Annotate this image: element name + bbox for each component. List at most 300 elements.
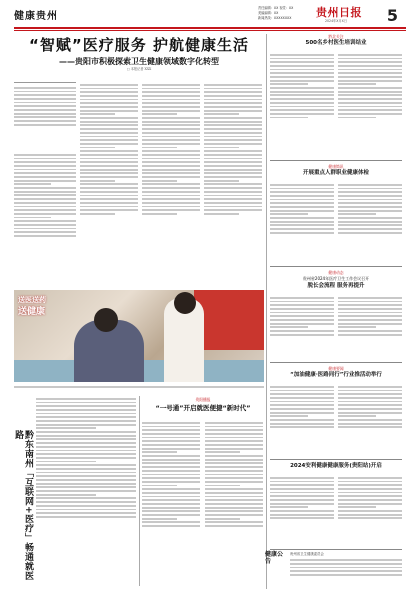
text-line xyxy=(204,172,262,174)
text-line xyxy=(80,158,138,160)
text-line xyxy=(204,195,262,197)
text-line xyxy=(204,136,262,138)
text-line xyxy=(338,481,402,483)
text-line xyxy=(338,495,402,497)
text-line xyxy=(204,183,262,185)
text-line xyxy=(205,470,263,472)
text-line xyxy=(338,415,376,417)
text-line xyxy=(142,213,177,215)
text-line xyxy=(36,479,136,481)
text-line xyxy=(338,199,402,201)
text-line xyxy=(142,451,177,453)
photo-banner xyxy=(194,290,264,350)
text-line xyxy=(142,150,200,152)
side-story-text xyxy=(36,396,136,586)
right-section-title: 脱长会流程 服务再提升 xyxy=(307,283,365,289)
text-line xyxy=(270,217,334,219)
section-divider xyxy=(270,549,402,550)
text-line xyxy=(338,315,402,317)
text-line xyxy=(36,464,136,466)
text-line xyxy=(14,91,76,93)
text-line xyxy=(338,404,402,406)
text-line xyxy=(270,304,334,306)
text-line xyxy=(205,488,263,490)
text-line xyxy=(80,169,138,171)
text-line xyxy=(338,87,402,89)
text-line xyxy=(205,422,263,424)
text-line xyxy=(270,390,334,392)
right-section-tag: 健康动态 xyxy=(328,270,344,275)
right-section-title: 开展重点人群职业健康体检 xyxy=(302,170,369,176)
text-line xyxy=(142,99,200,101)
text-line xyxy=(142,433,200,435)
lower-story-title: “一号通”开启就医便捷“新时代” xyxy=(155,404,251,412)
main-text-col-1 xyxy=(80,82,138,286)
text-line xyxy=(14,191,76,193)
text-line xyxy=(142,176,200,178)
text-line xyxy=(142,136,200,138)
text-line xyxy=(338,297,402,299)
page-number: 5 xyxy=(386,6,398,25)
text-line xyxy=(270,94,334,96)
text-line xyxy=(36,442,136,444)
text-line xyxy=(204,117,262,119)
text-line xyxy=(270,312,334,314)
text-line xyxy=(338,390,402,392)
text-line xyxy=(142,128,200,130)
text-line xyxy=(142,158,200,160)
text-line xyxy=(14,228,76,230)
text-line xyxy=(338,326,376,328)
text-line xyxy=(14,113,76,115)
right-section-text xyxy=(270,384,334,456)
text-line xyxy=(270,415,308,417)
text-line xyxy=(80,117,138,119)
text-line xyxy=(142,165,200,167)
text-line xyxy=(80,165,138,167)
text-line xyxy=(338,308,402,310)
section-divider xyxy=(270,362,402,363)
text-line xyxy=(204,209,262,211)
text-line xyxy=(205,459,263,461)
text-line xyxy=(338,217,402,219)
text-line xyxy=(142,429,200,431)
text-line xyxy=(204,213,239,215)
text-line xyxy=(142,488,200,490)
text-line xyxy=(204,206,262,208)
text-line xyxy=(338,503,402,505)
text-line xyxy=(14,202,76,204)
text-line xyxy=(270,184,334,186)
text-line xyxy=(270,232,334,234)
text-line xyxy=(36,450,136,452)
text-line xyxy=(36,494,96,496)
text-line xyxy=(204,158,262,160)
text-line xyxy=(14,176,76,178)
text-line xyxy=(142,195,200,197)
text-line xyxy=(204,132,262,134)
text-line xyxy=(142,440,200,442)
text-line xyxy=(36,461,96,463)
text-line xyxy=(270,80,334,82)
text-line xyxy=(270,408,334,410)
text-line xyxy=(338,517,402,519)
text-line xyxy=(80,202,138,204)
photo-caption-text xyxy=(14,384,264,392)
text-line xyxy=(14,206,76,208)
text-line xyxy=(36,475,136,477)
text-line xyxy=(36,409,136,411)
text-line xyxy=(80,121,138,123)
text-line xyxy=(142,507,200,509)
text-line xyxy=(270,386,334,388)
text-line xyxy=(204,121,262,123)
text-line xyxy=(338,228,402,230)
text-line xyxy=(270,98,334,100)
text-line xyxy=(270,113,334,115)
text-line xyxy=(14,154,76,156)
text-line xyxy=(270,61,334,63)
text-line xyxy=(142,124,200,126)
newspaper-logo: 贵州日报 xyxy=(316,6,362,19)
text-line xyxy=(270,492,334,494)
main-byline: □ 本报记者 XXX xyxy=(126,67,152,71)
text-line xyxy=(142,187,200,189)
text-line xyxy=(80,213,115,215)
text-line xyxy=(14,109,76,111)
text-line xyxy=(14,161,76,163)
right-section-title: “加油健康·医路同行”行业推活动举行 xyxy=(290,372,382,378)
text-line xyxy=(338,401,402,403)
text-line xyxy=(270,308,334,310)
lower-story-tag: 贵阳播报 xyxy=(195,397,211,402)
text-line xyxy=(338,102,402,104)
lower-story-col-1 xyxy=(142,420,200,586)
text-line xyxy=(36,427,96,429)
text-line xyxy=(36,446,136,448)
text-line xyxy=(204,187,262,189)
text-line xyxy=(338,323,402,325)
text-line xyxy=(142,521,200,523)
text-line xyxy=(270,477,334,479)
text-line xyxy=(14,231,76,233)
text-line xyxy=(142,132,200,134)
text-line xyxy=(14,116,76,118)
text-line xyxy=(205,521,263,523)
text-line xyxy=(290,574,402,576)
editor-info xyxy=(258,6,318,21)
text-line xyxy=(338,184,402,186)
text-line xyxy=(338,94,402,96)
text-line xyxy=(14,198,76,200)
text-line xyxy=(270,188,334,190)
text-line xyxy=(338,506,376,508)
text-line xyxy=(338,106,402,108)
photo-caption-big: 送健康 xyxy=(18,307,46,318)
photo-caption-title: 送医送药 xyxy=(18,296,46,304)
text-line xyxy=(204,102,262,104)
text-line xyxy=(338,72,402,74)
text-line xyxy=(204,124,262,126)
text-line xyxy=(80,128,138,130)
text-line xyxy=(204,110,262,112)
text-line xyxy=(270,191,334,193)
text-line xyxy=(142,477,200,479)
text-line xyxy=(205,474,263,476)
right-section-title: 2024安利健康健康服务(贵阳站)开启 xyxy=(290,463,382,469)
text-line xyxy=(270,83,308,85)
text-line xyxy=(142,139,200,141)
text-line xyxy=(14,235,76,237)
text-line xyxy=(36,505,136,507)
text-line xyxy=(204,202,262,204)
text-line xyxy=(338,69,402,71)
text-line xyxy=(142,198,200,200)
text-line xyxy=(270,319,334,321)
text-line xyxy=(142,485,177,487)
right-section-text xyxy=(338,182,402,262)
text-line xyxy=(142,518,177,520)
text-line xyxy=(205,525,263,527)
text-line xyxy=(270,510,334,512)
text-line xyxy=(36,431,136,433)
text-line xyxy=(204,113,239,115)
text-line xyxy=(14,217,51,219)
text-line xyxy=(36,468,136,470)
text-line xyxy=(270,228,334,230)
text-line xyxy=(338,397,402,399)
text-line xyxy=(14,172,76,174)
text-line xyxy=(338,319,402,321)
text-line xyxy=(205,455,263,457)
right-section-text xyxy=(270,295,334,359)
right-section-kicker: 贵州省2024年医疗卫生工作会议召开 xyxy=(302,276,370,281)
text-line xyxy=(14,194,76,196)
page-divider xyxy=(266,34,267,589)
text-line xyxy=(80,191,138,193)
text-line xyxy=(36,398,136,400)
text-line xyxy=(36,512,136,514)
text-line xyxy=(80,132,138,134)
text-line xyxy=(142,514,200,516)
text-line xyxy=(270,65,334,67)
text-line xyxy=(204,106,262,108)
text-line xyxy=(142,510,200,512)
text-line xyxy=(80,206,138,208)
text-line xyxy=(270,330,334,332)
text-line xyxy=(338,484,402,486)
text-line xyxy=(270,106,334,108)
text-line xyxy=(338,312,402,314)
text-line xyxy=(338,80,402,82)
text-line xyxy=(80,209,138,211)
text-line xyxy=(338,423,402,425)
text-line xyxy=(205,440,263,442)
text-line xyxy=(142,448,200,450)
text-line xyxy=(142,437,200,439)
text-line xyxy=(142,113,177,115)
text-line xyxy=(36,402,136,404)
section-divider xyxy=(270,266,402,267)
text-line xyxy=(270,221,334,223)
text-line xyxy=(36,501,136,503)
text-line xyxy=(14,213,76,215)
text-line xyxy=(80,147,115,149)
text-line xyxy=(270,326,308,328)
text-line xyxy=(270,514,334,516)
text-line xyxy=(205,481,263,483)
text-line xyxy=(338,419,402,421)
footer-body xyxy=(290,557,402,585)
right-section-text xyxy=(270,52,334,156)
main-headline xyxy=(14,35,264,68)
text-line xyxy=(142,202,200,204)
text-line xyxy=(338,510,402,512)
text-line xyxy=(204,150,262,152)
text-line xyxy=(338,65,402,67)
photo-patient-head xyxy=(94,308,118,332)
text-line xyxy=(270,419,334,421)
text-line xyxy=(270,506,308,508)
text-line xyxy=(14,224,76,226)
text-line xyxy=(205,514,263,516)
text-line xyxy=(270,76,334,78)
text-line xyxy=(80,180,115,182)
text-line xyxy=(204,91,262,93)
text-line xyxy=(80,106,138,108)
text-line xyxy=(270,499,334,501)
text-line xyxy=(204,169,262,171)
text-line xyxy=(270,481,334,483)
column-divider xyxy=(139,396,140,586)
text-line xyxy=(14,183,51,185)
text-line xyxy=(205,451,240,453)
right-section-tag: 健康要闻 xyxy=(328,366,344,371)
text-line xyxy=(80,84,138,86)
text-line xyxy=(204,198,262,200)
text-line xyxy=(142,191,200,193)
text-line xyxy=(204,143,262,145)
text-line xyxy=(142,143,200,145)
text-line xyxy=(204,128,262,130)
text-line xyxy=(14,180,76,182)
text-line xyxy=(14,124,76,126)
masthead-rule xyxy=(14,27,406,29)
right-section-text xyxy=(338,475,402,547)
text-line xyxy=(338,492,402,494)
text-line xyxy=(205,444,263,446)
text-line xyxy=(80,176,138,178)
text-line xyxy=(80,124,138,126)
text-line xyxy=(204,176,262,178)
text-line xyxy=(270,484,334,486)
text-line xyxy=(338,221,402,223)
text-line xyxy=(142,496,200,498)
text-line xyxy=(80,95,138,97)
text-line xyxy=(270,224,334,226)
issue-date: 2024年X月X日 xyxy=(325,19,348,23)
text-line xyxy=(142,84,200,86)
text-line xyxy=(80,139,138,141)
text-line xyxy=(338,109,402,111)
text-line xyxy=(14,105,76,107)
text-line xyxy=(270,213,308,215)
text-line xyxy=(204,95,262,97)
text-line xyxy=(36,486,136,488)
text-line xyxy=(36,416,136,418)
text-line xyxy=(142,117,200,119)
text-line xyxy=(80,172,138,174)
text-line xyxy=(270,488,334,490)
text-line xyxy=(338,210,402,212)
text-line xyxy=(14,220,76,222)
text-line xyxy=(36,483,136,485)
right-section-tag: 健康简讯 xyxy=(328,164,344,169)
text-line xyxy=(142,466,200,468)
text-line xyxy=(290,559,402,561)
text-line xyxy=(338,301,402,303)
text-line xyxy=(142,110,200,112)
text-line xyxy=(142,459,200,461)
text-line xyxy=(338,499,402,501)
text-line xyxy=(142,95,200,97)
text-line xyxy=(205,433,263,435)
text-line xyxy=(204,165,262,167)
text-line xyxy=(270,72,334,74)
text-line xyxy=(338,98,402,100)
text-line xyxy=(338,408,402,410)
text-line xyxy=(338,91,402,93)
text-line xyxy=(204,161,262,163)
section-name: 健康贵州 xyxy=(14,11,58,22)
text-line xyxy=(142,88,200,90)
text-line xyxy=(290,570,402,572)
text-line xyxy=(338,412,402,414)
text-line xyxy=(14,102,76,104)
photo-caption xyxy=(18,296,70,319)
section-divider xyxy=(270,459,402,460)
text-line xyxy=(205,503,263,505)
text-line xyxy=(270,206,334,208)
footer-text xyxy=(290,552,402,585)
main-text-col-2 xyxy=(142,82,200,286)
text-line xyxy=(270,297,334,299)
text-line xyxy=(36,509,136,511)
footer-label: 健康公告 xyxy=(265,551,284,565)
text-line xyxy=(338,232,402,234)
text-line xyxy=(142,206,200,208)
text-line xyxy=(142,106,200,108)
text-line xyxy=(338,188,402,190)
text-line xyxy=(205,448,263,450)
text-line xyxy=(205,510,263,512)
right-section-text xyxy=(270,475,334,547)
lower-story-col-2 xyxy=(205,420,263,586)
text-line xyxy=(270,412,334,414)
text-line xyxy=(205,429,263,431)
text-line xyxy=(338,76,402,78)
text-line xyxy=(290,567,402,569)
text-line xyxy=(338,386,402,388)
text-line xyxy=(270,334,334,336)
text-line xyxy=(142,474,200,476)
text-line xyxy=(270,210,334,212)
text-line xyxy=(338,191,402,193)
text-line xyxy=(205,507,263,509)
text-line xyxy=(270,397,334,399)
text-line xyxy=(270,202,334,204)
text-line xyxy=(80,136,138,138)
